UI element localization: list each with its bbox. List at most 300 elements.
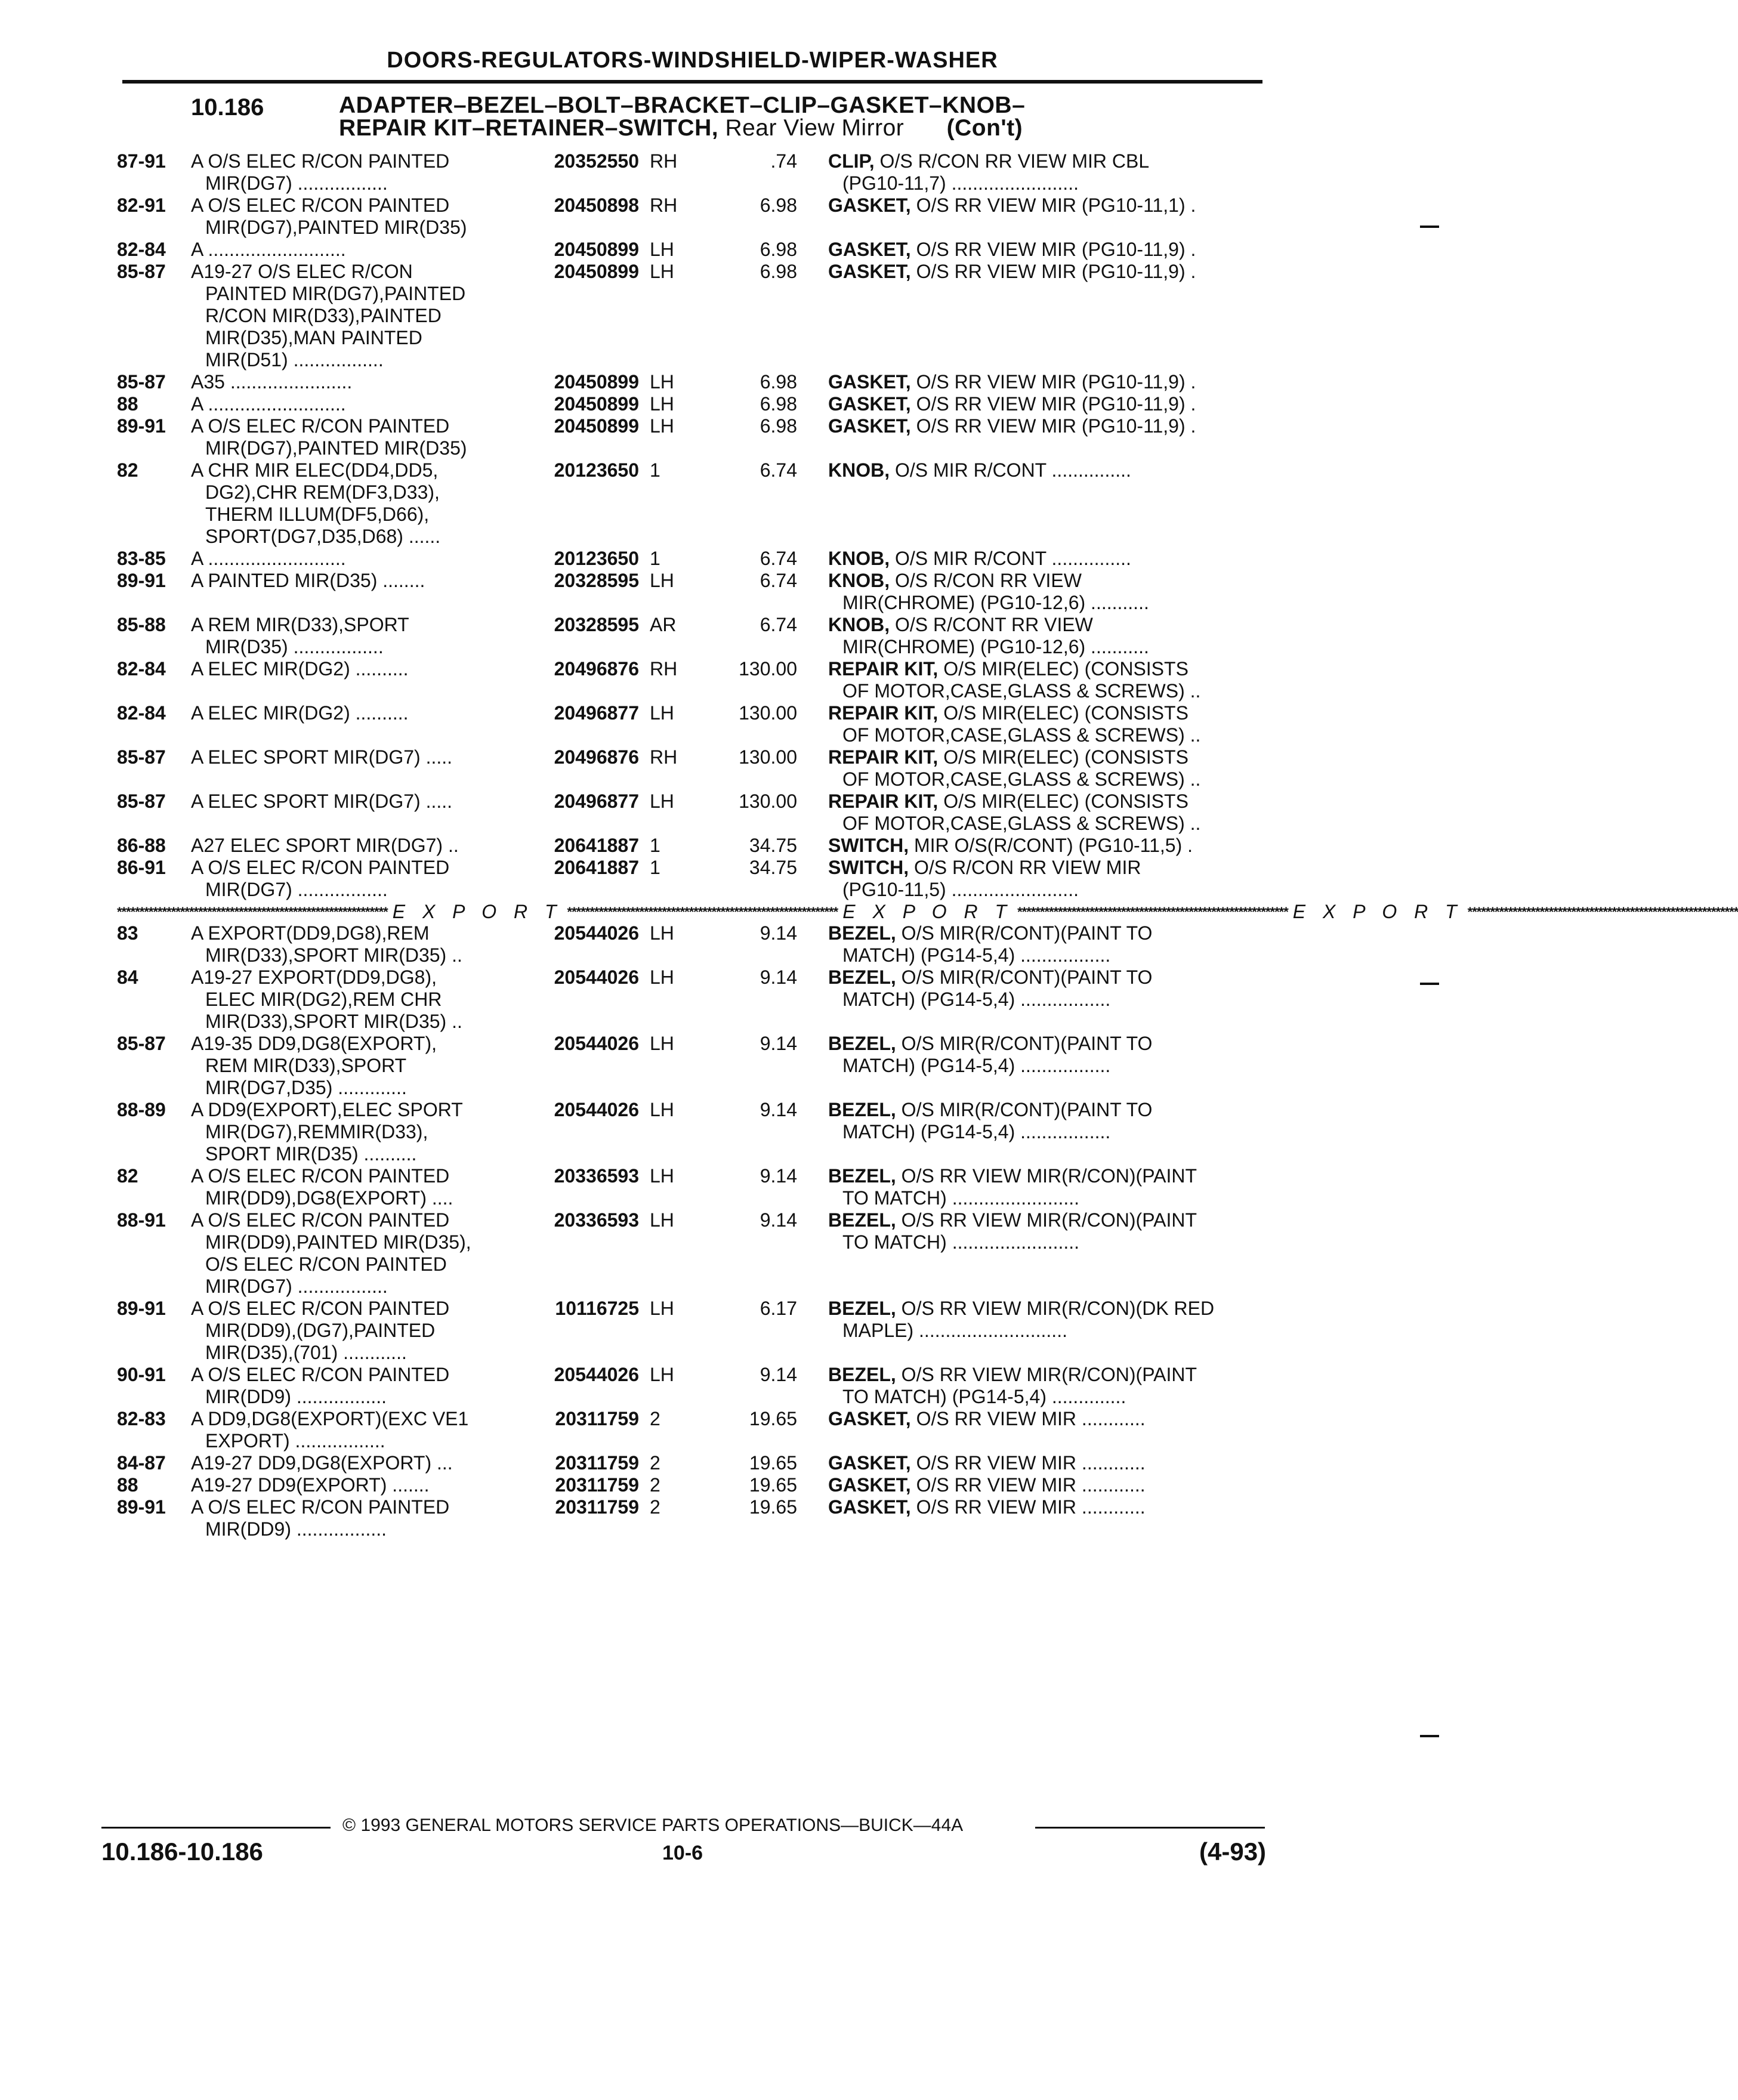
application-line: MIR(DG7,D35) ............. [205,1077,407,1098]
application-text [191,1165,516,1209]
quantity: LH [650,922,674,944]
price: 19.65 [749,1452,797,1474]
quantity: AR [650,614,677,635]
part-number: 20450899 [554,371,639,393]
description-text: MATCH) (PG14-5,4) ................. [842,1055,1111,1076]
application-line: A .......................... [191,393,346,415]
description-line [828,879,1262,901]
part-description [797,746,1262,790]
description-keyword: BEZEL, [828,1165,896,1187]
application-line: MIR(DG7),REMMIR(D33), [205,1121,428,1142]
part-number: 20336593 [554,1209,639,1231]
parts-row [117,415,1262,459]
export-label: E X P O R T [842,900,1013,922]
section-title-continued: (Con't) [946,115,1023,141]
application-line: A O/S ELEC R/CON PAINTED [191,194,450,216]
part-description [797,1452,1262,1474]
application-text [191,194,516,239]
quantity: 2 [650,1408,660,1429]
description-keyword: SWITCH, [828,835,909,856]
parts-row [117,1209,1262,1298]
description-text: O/S MIR(R/CONT)(PAINT TO [896,922,1153,944]
description-line [828,1364,1262,1386]
quantity: RH [650,746,678,768]
application-line: MIR(D35) ................. [205,636,384,657]
description-line [828,1209,1262,1231]
price: 6.98 [760,194,797,216]
part-number: 20123650 [554,548,639,569]
description-line [828,1320,1262,1342]
description-text: TO MATCH) (PG14-5,4) .............. [842,1386,1126,1407]
application-line: A O/S ELEC R/CON PAINTED [191,150,450,172]
part-description [797,1298,1262,1342]
model-years: 88 [117,393,138,415]
description-text: OF MOTOR,CASE,GLASS & SCREWS) .. [842,724,1201,746]
description-text: O/S RR VIEW MIR ............ [910,1452,1146,1474]
application-line: MIR(DG7) ................. [205,879,388,900]
description-keyword: KNOB, [828,548,890,569]
model-years: 85-87 [117,261,166,282]
quantity: LH [650,570,674,591]
description-keyword: REPAIR KIT, [828,790,939,812]
description-text: O/S MIR(ELEC) (CONSISTS [938,658,1188,680]
description-line [828,371,1262,393]
description-text: O/S MIR(R/CONT)(PAINT TO [896,1099,1153,1120]
application-line: A ELEC MIR(DG2) .......... [191,702,409,724]
application-text [191,1298,516,1364]
description-text: MAPLE) ............................ [842,1320,1067,1341]
description-line [828,1187,1262,1209]
description-keyword: GASKET, [828,415,911,437]
parts-row [117,1474,1262,1496]
section-title-subject: Rear View Mirror [725,115,904,141]
parts-row [117,150,1262,194]
description-keyword: KNOB, [828,570,890,591]
price: 6.74 [760,548,797,569]
description-text: O/S MIR R/CONT ............... [890,548,1131,569]
description-line [828,415,1262,437]
description-keyword: BEZEL, [828,1099,896,1120]
part-description [797,1408,1262,1430]
description-line [828,459,1262,481]
model-years: 85-87 [117,790,166,812]
parts-list [117,150,1738,1540]
description-line [828,835,1262,857]
export-label: E X P O R T [1292,900,1463,922]
part-description [797,1033,1262,1077]
part-number: 20544026 [554,922,639,944]
model-years: 84-87 [117,1452,166,1474]
price: 130.00 [739,746,797,768]
application-line: MIR(D35),MAN PAINTED [205,327,422,348]
description-line [828,570,1262,592]
application-text [191,239,516,261]
description-line [828,614,1262,636]
model-years: 86-91 [117,857,166,878]
description-line [828,1474,1262,1496]
price: 6.74 [760,459,797,481]
description-line [828,1408,1262,1430]
parts-row [117,790,1262,835]
part-number: 20641887 [554,857,639,878]
quantity: RH [650,150,678,172]
price: 19.65 [749,1408,797,1429]
application-line: A19-27 EXPORT(DD9,DG8), [191,966,437,988]
parts-row [117,658,1262,702]
quantity: 1 [650,459,660,481]
application-text [191,966,516,1033]
model-years: 85-87 [117,371,166,393]
description-line [828,724,1262,746]
description-keyword: BEZEL, [828,1033,896,1054]
application-line: A PAINTED MIR(D35) ........ [191,570,425,591]
part-number: 20450898 [554,194,639,216]
description-text: O/S RR VIEW MIR(R/CON)(DK RED [896,1298,1215,1319]
description-text: O/S RR VIEW MIR(R/CON)(PAINT [896,1364,1197,1385]
parts-row [117,194,1262,239]
description-line [828,944,1262,966]
application-line: A19-27 DD9(EXPORT) ....... [191,1474,430,1496]
parts-row [117,835,1262,857]
description-keyword: SWITCH, [828,857,909,878]
description-text: (PG10-11,7) ........................ [842,172,1079,194]
quantity: LH [650,1209,674,1231]
export-label: E X P O R T [392,900,563,922]
part-description [797,966,1262,1011]
quantity: RH [650,658,678,680]
model-years: 86-88 [117,835,166,856]
model-years: 85-87 [117,746,166,768]
header-rule [122,80,1262,84]
part-number: 20352550 [554,150,639,172]
application-text [191,548,516,570]
application-line: MIR(DD9) ................. [205,1386,387,1407]
application-text [191,702,516,724]
application-line: A19-27 O/S ELEC R/CON [191,261,413,282]
application-line: DG2),CHR REM(DF3,D33), [205,481,440,503]
quantity: 2 [650,1452,660,1474]
parts-row [117,1408,1262,1452]
price: 6.74 [760,570,797,591]
part-description [797,459,1262,481]
part-description [797,1474,1262,1496]
application-text [191,1209,516,1298]
part-number: 20496877 [554,790,639,812]
description-line [828,1121,1262,1143]
price: 6.98 [760,415,797,437]
description-line [828,989,1262,1011]
application-line: A19-27 DD9,DG8(EXPORT) ... [191,1452,453,1474]
part-description [797,415,1262,437]
price: 9.14 [760,1165,797,1187]
page-header: DOORS-REGULATORS-WINDSHIELD-WIPER-WASHER [387,48,998,73]
model-years: 82 [117,1165,138,1187]
description-keyword: REPAIR KIT, [828,658,939,680]
description-text: MIR O/S(R/CONT) (PG10-11,5) . [909,835,1193,856]
part-description [797,790,1262,835]
part-description [797,194,1262,217]
application-line: O/S ELEC R/CON PAINTED [205,1253,447,1275]
part-description [797,857,1262,901]
description-text: O/S RR VIEW MIR (PG10-11,9) . [910,415,1196,437]
application-text [191,835,516,857]
model-years: 82-84 [117,658,166,680]
footer-rule-left [101,1827,331,1829]
description-text: O/S RR VIEW MIR (PG10-11,1) . [910,194,1196,216]
margin-mark [1420,1735,1439,1737]
application-line: A CHR MIR ELEC(DD4,DD5, [191,459,439,481]
price: 9.14 [760,1209,797,1231]
part-description [797,702,1262,746]
model-years: 83-85 [117,548,166,569]
price: 6.98 [760,393,797,415]
parts-row [117,548,1262,570]
quantity: LH [650,1099,674,1120]
application-line: A REM MIR(D33),SPORT [191,614,409,635]
description-line [828,239,1262,261]
parts-row [117,966,1262,1033]
quantity: LH [650,261,674,282]
footer-copyright: © 1993 GENERAL MOTORS SERVICE PARTS OPERATIONS—BUICK—44A [342,1815,964,1835]
application-line: A35 ....................... [191,371,353,393]
part-number: 20544026 [554,1099,639,1120]
application-text [191,1474,516,1496]
price: 130.00 [739,702,797,724]
description-keyword: BEZEL, [828,1298,896,1319]
export-stars: ************************************************************ [1467,904,1738,919]
price: 34.75 [749,857,797,878]
application-text [191,922,516,966]
model-years: 84 [117,966,138,988]
description-text: O/S MIR(R/CONT)(PAINT TO [896,966,1153,988]
parts-row [117,746,1262,790]
application-line: MIR(DD9),PAINTED MIR(D35), [205,1231,471,1253]
description-keyword: CLIP, [828,150,875,172]
export-stars: ************************************************************ [117,904,388,919]
description-text: O/S R/CON RR VIEW [890,570,1082,591]
application-text [191,658,516,680]
model-years: 82-84 [117,702,166,724]
margin-mark [1420,226,1439,228]
description-line [828,636,1262,658]
export-divider [117,900,1738,922]
description-line [828,658,1262,680]
parts-row [117,459,1262,548]
application-line: PAINTED MIR(DG7),PAINTED [205,283,466,304]
application-line: MIR(DD9) ................. [205,1518,387,1540]
price: 6.98 [760,371,797,393]
export-stars: ************************************************************ [1017,904,1288,919]
price: 19.65 [749,1474,797,1496]
part-number: 20311759 [555,1408,639,1429]
description-line [828,746,1262,768]
application-line: A DD9,DG8(EXPORT)(EXC VE1 [191,1408,469,1429]
price: 9.14 [760,1099,797,1120]
description-keyword: GASKET, [828,1452,911,1474]
quantity: LH [650,1298,674,1319]
model-years: 83 [117,922,138,944]
application-line: EXPORT) ................. [205,1430,385,1452]
application-line: MIR(D33),SPORT MIR(D35) .. [205,944,462,966]
footer-rule-right [1035,1827,1265,1829]
description-text: O/S R/CON RR VIEW MIR [909,857,1141,878]
description-line [828,393,1262,415]
model-years: 82 [117,459,138,481]
application-line: A27 ELEC SPORT MIR(DG7) .. [191,835,459,856]
section-title-line1: ADAPTER–BEZEL–BOLT–BRACKET–CLIP–GASKET–KNOB– [339,92,1026,118]
description-text: OF MOTOR,CASE,GLASS & SCREWS) .. [842,680,1201,702]
application-line: A O/S ELEC R/CON PAINTED [191,1364,450,1385]
part-number: 20450899 [554,415,639,437]
description-keyword: KNOB, [828,614,890,635]
price: 9.14 [760,966,797,988]
application-text [191,614,516,658]
price: 6.98 [760,261,797,282]
part-number: 20544026 [554,1033,639,1054]
part-number: 20311759 [555,1496,639,1518]
application-line: MIR(DD9),DG8(EXPORT) .... [205,1187,453,1209]
parts-row [117,1364,1262,1408]
part-number: 20336593 [554,1165,639,1187]
description-line [828,1231,1262,1253]
part-number: 20450899 [554,261,639,282]
description-keyword: BEZEL, [828,1364,896,1385]
description-line [828,790,1262,813]
model-years: 85-88 [117,614,166,635]
model-years: 88-89 [117,1099,166,1120]
description-text: MATCH) (PG14-5,4) ................. [842,1121,1111,1142]
description-text: MATCH) (PG14-5,4) ................. [842,989,1111,1010]
application-text [191,1408,516,1452]
parts-row [117,1033,1262,1099]
model-years: 88 [117,1474,138,1496]
description-line [828,702,1262,724]
parts-row [117,614,1262,658]
description-text: O/S RR VIEW MIR ............ [910,1496,1146,1518]
parts-row [117,1298,1262,1364]
description-text: O/S R/CONT RR VIEW [890,614,1093,635]
application-line: MIR(D33),SPORT MIR(D35) .. [205,1011,462,1032]
description-keyword: REPAIR KIT, [828,746,939,768]
section-title-keywords: REPAIR KIT–RETAINER–SWITCH, [339,115,719,141]
part-number: 20544026 [554,1364,639,1385]
description-text: (PG10-11,5) ........................ [842,879,1079,900]
description-line [828,261,1262,283]
description-line [828,1099,1262,1121]
description-keyword: GASKET, [828,194,911,216]
description-keyword: GASKET, [828,239,911,260]
application-line: MIR(DG7),PAINTED MIR(D35) [205,437,467,459]
quantity: LH [650,239,674,260]
price: 9.14 [760,1033,797,1054]
part-number: 20450899 [554,239,639,260]
parts-row [117,1496,1262,1540]
application-text [191,1033,516,1099]
part-number: 20311759 [555,1452,639,1474]
description-line [828,1496,1262,1518]
description-line [828,172,1262,194]
application-line: MIR(DG7) ................. [205,1276,388,1297]
footer-date: (4-93) [1199,1838,1267,1866]
application-line: A ELEC MIR(DG2) .......... [191,658,409,680]
part-description [797,239,1262,261]
model-years: 89-91 [117,1298,166,1319]
part-description [797,835,1262,857]
quantity: 2 [650,1474,660,1496]
description-text: O/S MIR(R/CONT)(PAINT TO [896,1033,1153,1054]
part-description [797,1496,1262,1518]
part-description [797,614,1262,658]
part-description [797,658,1262,702]
part-number: 10116725 [555,1298,639,1319]
parts-row [117,570,1262,614]
description-text: TO MATCH) ........................ [842,1231,1080,1253]
description-line [828,857,1262,879]
application-text [191,857,516,901]
part-description [797,1099,1262,1143]
parts-row [117,393,1262,415]
parts-row [117,1452,1262,1474]
description-keyword: GASKET, [828,1474,911,1496]
part-description [797,393,1262,415]
quantity: LH [650,790,674,812]
description-line [828,592,1262,614]
application-line: MIR(DD9),(DG7),PAINTED [205,1320,436,1341]
price: 34.75 [749,835,797,856]
parts-row [117,857,1262,901]
description-line [828,1298,1262,1320]
part-number: 20123650 [554,459,639,481]
section-title [339,94,1258,140]
description-line [828,1452,1262,1474]
description-keyword: BEZEL, [828,966,896,988]
part-number: 20641887 [554,835,639,856]
application-text [191,393,516,415]
description-line [828,1165,1262,1187]
footer-page-number: 10-6 [662,1842,703,1864]
part-description [797,922,1262,966]
application-line: THERM ILLUM(DF5,D66), [205,504,430,525]
price: 6.17 [760,1298,797,1319]
quantity: LH [650,371,674,393]
export-stars: ************************************************************ [567,904,838,919]
description-line [828,548,1262,570]
model-years: 88-91 [117,1209,166,1231]
parts-row [117,239,1262,261]
application-line: ELEC MIR(DG2),REM CHR [205,989,442,1010]
parts-row [117,371,1262,393]
application-text [191,746,516,768]
application-line: R/CON MIR(D33),PAINTED [205,305,442,326]
application-text [191,1364,516,1408]
description-keyword: REPAIR KIT, [828,702,939,724]
application-line: A O/S ELEC R/CON PAINTED [191,415,450,437]
footer-section-range: 10.186-10.186 [101,1838,263,1866]
part-description [797,1165,1262,1209]
description-keyword: GASKET, [828,1496,911,1518]
description-text: O/S RR VIEW MIR (PG10-11,9) . [910,239,1196,260]
application-text [191,1099,516,1165]
application-line: MIR(D35),(701) ............ [205,1342,407,1363]
application-line: MIR(DG7),PAINTED MIR(D35) [205,217,467,238]
parts-row [117,922,1262,966]
description-text: O/S RR VIEW MIR ............ [910,1408,1146,1429]
description-text: O/S MIR(ELEC) (CONSISTS [938,790,1188,812]
margin-mark [1420,983,1439,985]
description-text: O/S RR VIEW MIR ............ [910,1474,1146,1496]
part-number: 20328595 [554,614,639,635]
quantity: LH [650,1364,674,1385]
